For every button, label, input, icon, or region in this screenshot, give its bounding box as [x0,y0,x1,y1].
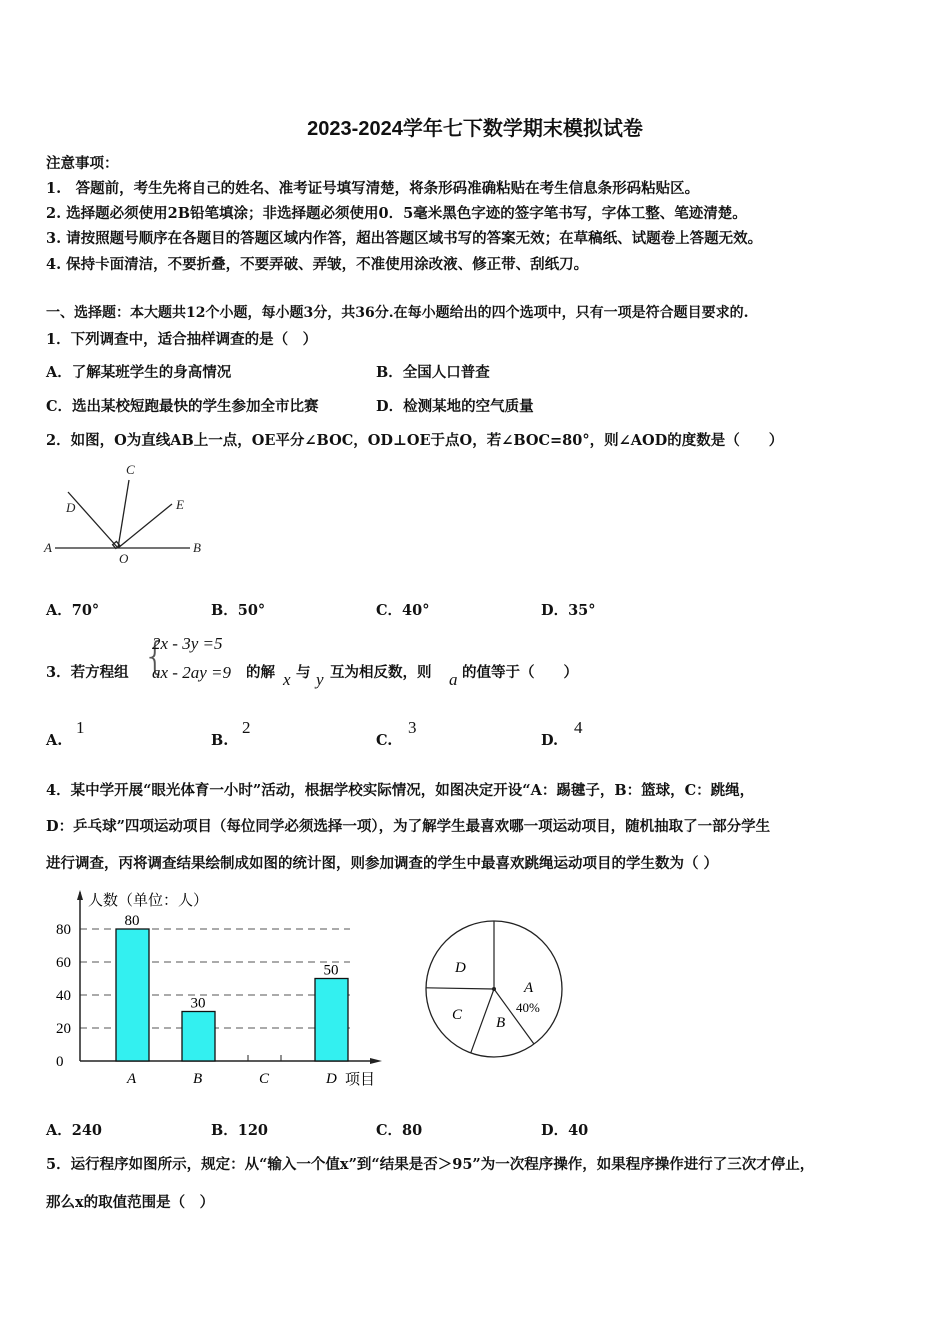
q3-option-c: C. [376,732,393,749]
q3-option-a-value: 1 [76,718,85,737]
label-a: A [44,540,52,555]
q3-option-a: A. [46,732,63,749]
pie-label-A: A [524,980,534,996]
x-tick-label: A [127,1071,137,1087]
q4-option-b: B．120 [211,1122,269,1139]
q1-option-b: B．全国人口普查 [376,364,490,381]
x-tick-label: D [326,1071,337,1087]
note-item: 4. 保持卡面清洁，不要折叠，不要弄破、弄皱，不准使用涂改液、修正带、刮纸刀。 [46,256,589,273]
pie-center [492,987,496,991]
bar-A [116,929,149,1061]
note-item: 1. 答题前，考生先将自己的姓名、准考证号填写清楚，将条形码准确粘贴在考生信息条形码粘贴区。 [46,180,700,197]
q3-option-d: D. [541,732,559,749]
q3-option-c-value: 3 [408,718,417,737]
question-1-stem: 1．下列调查中，适合抽样调查的是（ ） [46,331,318,348]
x-axis-title: 项目 [345,1072,376,1088]
question-4-stem: 进行调查，丙将调查结果绘制成如图的统计图，则参加调查的学生中最喜欢跳绳运动项目的学生数为（ ） [46,855,719,872]
q2-option-c: C．40° [376,602,430,619]
data-label: 30 [190,995,206,1012]
var-x: x [283,670,291,689]
pie-chart [420,915,570,1065]
q3-text: 互为相反数，则 [330,664,432,681]
ray-oe [118,504,172,548]
x-tick-label: B [193,1071,203,1087]
q3-text: 的解 [246,664,275,681]
q1-option-d: D．检测某地的空气质量 [376,398,534,415]
angle-diagram [40,455,220,575]
pie-label-C: C [452,1007,463,1023]
section-heading: 一、选择题：本大题共12个小题，每小题3分，共36分.在每小题给出的四个选项中，只有一项是符合题目要求的. [46,305,749,321]
y-tick-label: 0 [56,1054,64,1070]
q3-option-b: B. [211,732,229,749]
pie-annotation: 40% [516,1000,540,1015]
question-5-stem: 那么x的取值范围是（ ） [46,1194,215,1211]
note-item: 3. 请按照题号顺序在各题目的答题区域内作答，超出答题区域书写的答案无效；在草稿纸、试题卷上答题无效。 [46,230,763,247]
equation-1: 2x - 3y =5 [152,634,223,653]
data-label: 80 [124,913,140,929]
label-o: O [119,551,129,566]
q2-option-d: D．35° [541,602,596,619]
y-axis-arrow [77,890,83,900]
notes-heading: 注意事项： [46,155,119,172]
q4-option-c: C．80 [376,1122,423,1139]
q3-text: 与 [296,664,311,681]
bar-D [315,979,348,1062]
question-4-stem: 4．某中学开展“眼光体育一小时”活动，根据学校实际情况，如图决定开设“A：踢毽子，B：篮球，C：跳绳， [46,782,755,799]
brace: { [143,634,168,678]
y-tick-label: 20 [56,1021,71,1037]
q3-option-d-value: 4 [574,718,583,737]
q3-option-b-value: 2 [242,718,251,737]
q4-option-d: D．40 [541,1122,589,1139]
page-title: 2023-2024学年七下数学期末模拟试卷 [307,118,643,140]
pie-label-D: D [455,960,466,976]
y-tick-label: 60 [56,955,71,971]
q2-option-b: B．50° [211,602,266,619]
label-c: C [126,462,135,477]
q2-option-a: A．70° [46,602,100,619]
label-e: E [176,497,184,512]
pie-label-B: B [496,1015,506,1031]
q3-text: 的值等于（ ） [462,664,578,681]
label-d: D [66,500,76,515]
y-tick-label: 40 [56,988,71,1004]
x-axis-arrow [370,1058,382,1064]
equation-2: ax - 2ay =9 [152,663,231,682]
label-b: B [193,540,201,555]
var-a: a [449,670,458,689]
question-5-stem: 5．运行程序如图所示，规定：从“输入一个值x”到“结果是否＞95”为一次程序操作，如果程序操作进行了三次才停止， [46,1156,815,1173]
question-2-stem: 2．如图，O为直线AB上一点，OE平分∠BOC，OD⊥OE于点O，若∠BOC=80°，则∠AOD的度数是（ ） [46,432,784,449]
q1-option-c: C．选出某校短跑最快的学生参加全市比赛 [46,398,319,415]
y-axis-title: 人数（单位：人） [88,893,209,909]
data-label: 50 [323,962,339,979]
question-3-prefix: 3．若方程组 [46,664,129,681]
ray-oc [118,480,129,548]
q1-option-a: A．了解某班学生的身高情况 [46,364,232,381]
x-tick-label: C [259,1071,270,1087]
question-4-stem: D：乒乓球”四项运动项目（每位同学必须选择一项），为了解学生最喜欢哪一项运动项目，随机抽取了一部分学生 [46,818,771,835]
y-tick-label: 80 [56,922,71,938]
bar-B [182,1012,215,1062]
q4-option-a: A．240 [46,1122,103,1139]
ray-od [68,492,118,548]
note-item: 2. 选择题必须使用2B铅笔填涂；非选择题必须使用0．5毫米黑色字迹的签字笔书写，字体工整、笔迹清楚。 [46,205,747,222]
var-y: y [316,670,324,689]
bar-chart [40,880,400,1095]
